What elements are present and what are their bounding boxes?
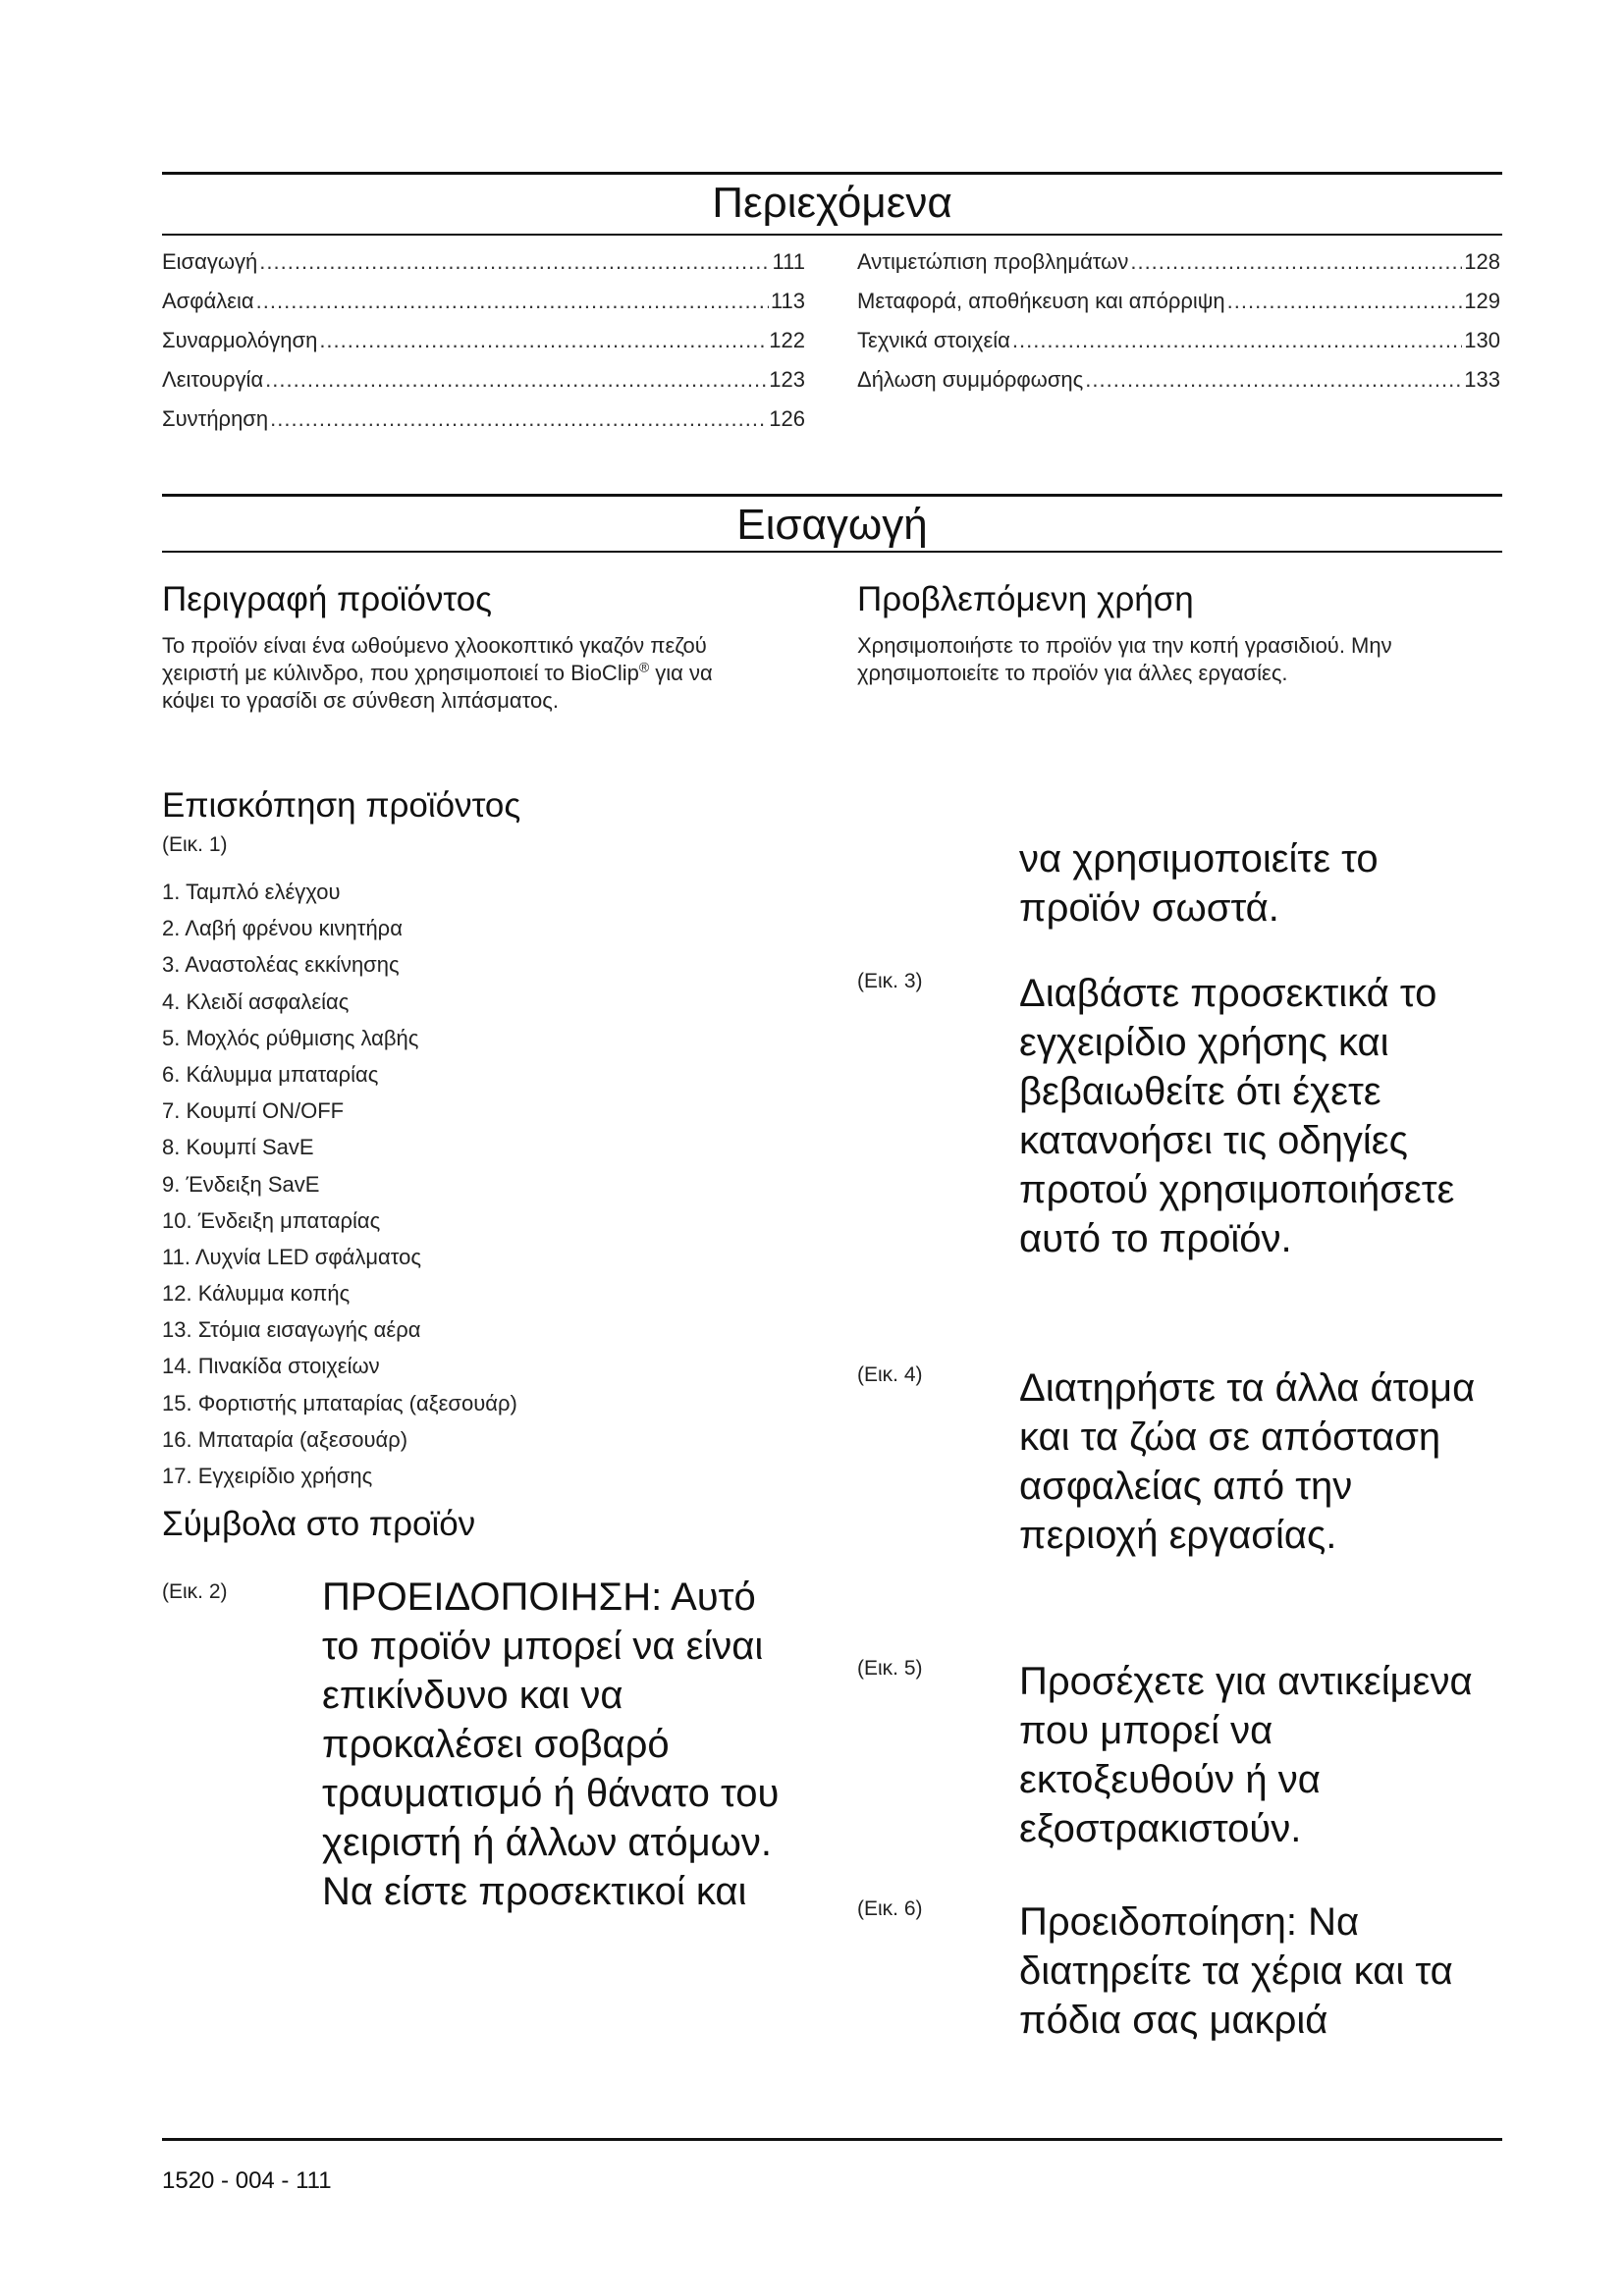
toc-title: Περιεχόμενα: [712, 179, 952, 227]
intended-use-heading: Προβλεπόμενη χρήση: [857, 580, 1194, 618]
fig1-reference: (Εικ. 1): [162, 833, 228, 856]
footer-rule: [162, 2138, 1502, 2141]
toc-entry[interactable]: Δήλωση συμμόρφωσης ..... 133: [857, 367, 1500, 406]
list-item: 4. Κλειδί ασφαλείας: [162, 988, 350, 1014]
list-item: 1. Ταμπλό ελέγχου: [162, 880, 341, 904]
list-item: 7. Κουμπί ON/OFF: [162, 1098, 345, 1124]
list-item: 11. Λυχνία LED σφάλματος: [162, 1244, 421, 1269]
list-item: 6. Κάλυμμα μπαταρίας: [162, 1061, 379, 1087]
toc-entry[interactable]: Τεχνικά στοιχεία ..... 130: [857, 328, 1500, 367]
list-item: 10. Ένδειξη μπαταρίας: [162, 1207, 381, 1233]
fig6-text: Προειδοποίηση: Να διατηρείτε τα χέρια και τα πόδια σας μακριά: [1019, 1900, 1453, 2042]
toc-left-column: [162, 249, 805, 446]
toc-title-rule: [162, 234, 1502, 236]
fig4-text: Διατηρήστε τα άλλα άτομα και τα ζώα σε απόσταση ασφαλείας από την περιοχή εργασίας.: [1019, 1366, 1476, 1557]
product-description-heading: Περιγραφή προϊόντος: [162, 580, 493, 618]
fig5-text: Προσέχετε για αντικείμενα που μπορεί να εκτοξευθούν ή να εξοστρακιστούν.: [1019, 1660, 1473, 1850]
fig4-reference: (Εικ. 4): [857, 1363, 923, 1386]
fig6-reference: (Εικ. 6): [857, 1897, 923, 1920]
fig2-reference: (Εικ. 2): [162, 1580, 228, 1603]
toc-top-rule: [162, 172, 1502, 175]
toc-entry[interactable]: Αντιμετώπιση προβλημάτων ..... 128: [857, 249, 1500, 289]
list-item: 17. Εγχειρίδιο χρήσης: [162, 1464, 373, 1488]
list-item: 13. Στόμια εισαγωγής αέρα: [162, 1317, 421, 1343]
list-item: 3. Αναστολέας εκκίνησης: [162, 952, 400, 978]
toc-entry[interactable]: Συντήρηση ..... 126: [162, 406, 805, 446]
list-item: 5. Μοχλός ρύθμισης λαβής: [162, 1025, 419, 1050]
toc-entry[interactable]: Λειτουργία ..... 123: [162, 367, 805, 406]
toc-right-column: [857, 249, 1500, 406]
product-overview-list: [162, 874, 790, 1494]
intro-title: Εισαγωγή: [736, 501, 928, 549]
product-description-text: Το προϊόν είναι ένα ωθούμενο χλοοκοπτικό γκαζόν πεζού χειριστή με κύλινδρο, που χρησιμοποιεί το BioClip® για να κόψει το γρασίδι σε σύνθεση λιπάσματος.: [162, 633, 713, 713]
page-footer: 1520 - 004 - 111: [162, 2167, 332, 2194]
list-item: 8. Κουμπί SavE: [162, 1135, 314, 1160]
fig3-text: Διαβάστε προσεκτικά το εγχειρίδιο χρήσης και βεβαιωθείτε ότι έχετε κατανοήσει τις οδηγίες προτού χρησιμοποιήσετε αυτό το προϊόν.: [1019, 972, 1455, 1260]
fig2-warning-text: ΠΡΟΕΙΔΟΠΟΙΗΣΗ: Αυτό το προϊόν μπορεί να είναι επικίνδυνο και να προκαλέσει σοβαρό τραυματισμό ή θάνατο του χειριστή ή άλλων ατόμων. Να είστε προσεκτικοί και: [322, 1575, 780, 1913]
symbols-heading: Σύμβολα στο προϊόν: [162, 1505, 476, 1543]
fig3-reference: (Εικ. 3): [857, 970, 923, 992]
product-overview-heading: Επισκόπηση προϊόντος: [162, 786, 521, 825]
toc-entry[interactable]: Μεταφορά, αποθήκευση και απόρριψη ..... 129: [857, 289, 1500, 328]
intended-use-text: Χρησιμοποιήστε το προϊόν για την κοπή γρασιδιού. Μην χρησιμοποιείτε το προϊόν για άλλες εργασίες.: [857, 633, 1392, 685]
intro-top-rule: [162, 494, 1502, 497]
fig2-warning-continued: να χρησιμοποιείτε το προϊόν σωστά.: [1019, 837, 1379, 930]
toc-entry[interactable]: Ασφάλεια ..... 113: [162, 289, 805, 328]
list-item: 9. Ένδειξη SavE: [162, 1171, 320, 1197]
list-item: 2. Λαβή φρένου κινητήρα: [162, 916, 403, 941]
list-item: 14. Πινακίδα στοιχείων: [162, 1354, 380, 1379]
toc-entry[interactable]: Συναρμολόγηση ..... 122: [162, 328, 805, 367]
toc-entry[interactable]: Εισαγωγή ..... 111: [162, 249, 805, 289]
fig5-reference: (Εικ. 5): [857, 1657, 923, 1680]
intro-title-rule: [162, 551, 1502, 553]
list-item: 16. Μπαταρία (αξεσουάρ): [162, 1426, 408, 1452]
list-item: 12. Κάλυμμα κοπής: [162, 1281, 351, 1307]
list-item: 15. Φορτιστής μπαταρίας (αξεσουάρ): [162, 1390, 517, 1415]
